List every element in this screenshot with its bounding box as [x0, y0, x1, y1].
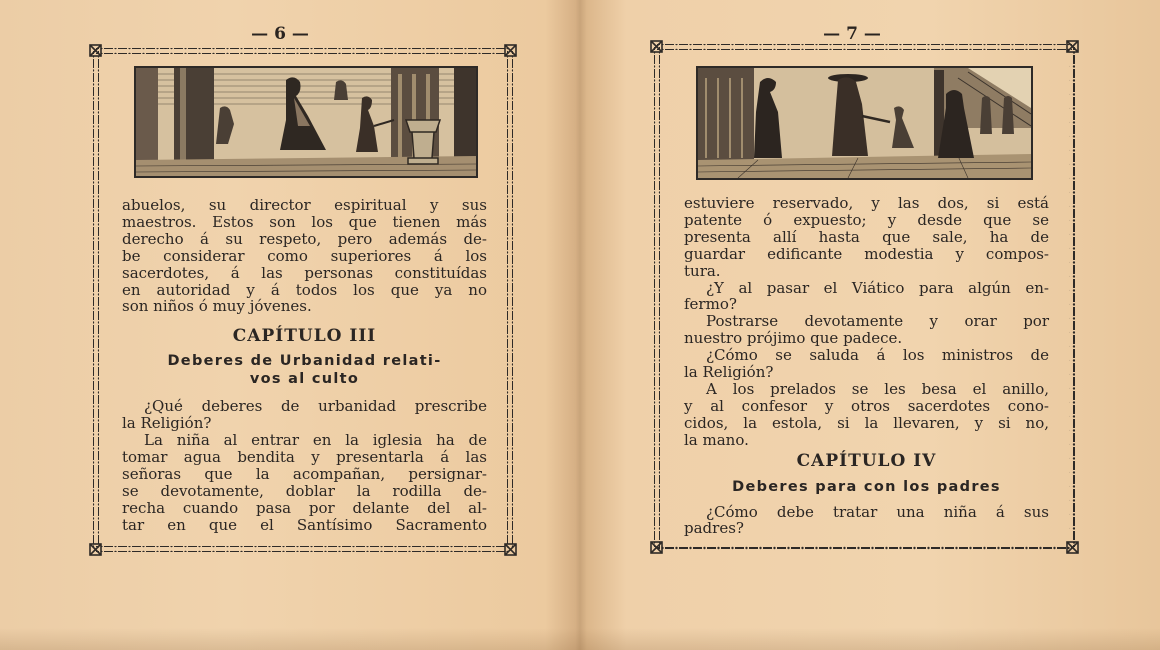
- right-page: [580, 0, 1160, 650]
- left-page-text: [122, 197, 487, 534]
- text-line: presenta allí hasta que sale, ha de: [684, 227, 1049, 246]
- text-line: cidos, la estola, si la llevaren, y si no,: [684, 413, 1049, 432]
- section-title: [122, 352, 487, 388]
- text-line: guardar edificante modestia y compos-: [684, 244, 1049, 263]
- answer: [122, 432, 487, 533]
- text-line: derecho á su respeto, pero además de-: [122, 229, 487, 248]
- question: [684, 280, 1049, 314]
- question: [122, 398, 487, 432]
- paragraph: [122, 197, 487, 315]
- text-line: tar en que el Santísimo Sacramento: [122, 515, 487, 534]
- text-line: sacerdotes, á las personas constituídas: [122, 263, 487, 282]
- question: [684, 347, 1049, 381]
- text-line: nuestro prójimo que padece.: [684, 329, 903, 348]
- church-scene-icon: [136, 68, 476, 176]
- answer: [684, 381, 1049, 449]
- text-line: Postrarse devotamente y orar por: [706, 312, 1049, 331]
- text-line: ¿Qué deberes de urbanidad prescribe: [144, 397, 487, 416]
- text-line: ¿Cómo debe tratar una niña á sus: [706, 502, 1049, 521]
- text-line: señoras que la acompañan, persignar-: [122, 464, 487, 483]
- text-line: maestros. Estos son los que tienen más: [122, 212, 487, 231]
- text-line: la Religión?: [684, 363, 774, 382]
- question: [684, 504, 1049, 538]
- text-line: estuviere reservado, y las dos, si está: [684, 194, 1049, 212]
- text-line: A los prelados se les besa el anillo,: [706, 379, 1049, 398]
- text-line: ¿Cómo se saluda á los ministros de: [706, 346, 1049, 365]
- text-line: son niños ó muy jóvenes.: [122, 297, 312, 316]
- text-line: se devotamente, doblar la rodilla de-: [122, 481, 487, 500]
- text-line: be considerar como superiores á los: [122, 246, 487, 265]
- text-line: ¿Y al pasar el Viático para algún en-: [706, 278, 1049, 297]
- text-line: tura.: [684, 261, 721, 280]
- text-line: tomar agua bendita y presentarla á las: [122, 447, 487, 466]
- engraving-church-interior: [134, 66, 478, 178]
- text-line: la mano.: [684, 430, 749, 449]
- text-line: La niña al entrar en la iglesia ha de: [144, 431, 487, 450]
- text-line: y al confesor y otros sacerdotes cono-: [684, 396, 1049, 415]
- engraving-street-scene: [696, 66, 1033, 180]
- text-line: recha cuando pasa por delante del al-: [122, 498, 487, 517]
- text-line: la Religión?: [122, 414, 212, 433]
- text-line: padres?: [684, 519, 744, 538]
- page-number: — 7 —: [823, 24, 881, 44]
- street-scene-icon: [698, 68, 1031, 178]
- text-line: en autoridad y á todos los que ya no: [122, 280, 487, 299]
- chapter-title: CAPÍTULO IV: [796, 450, 937, 471]
- section-title: Deberes para con los padres: [732, 478, 1001, 495]
- section-title-line: Deberes de Urbanidad relati-: [167, 353, 442, 370]
- page-number: — 6 —: [251, 24, 309, 44]
- paragraph: [684, 195, 1049, 280]
- chapter-title: CAPÍTULO III: [232, 326, 377, 347]
- text-line: patente ó expuesto; y desde que se: [684, 210, 1049, 229]
- text-line: abuelos, su director espiritual y sus: [122, 196, 487, 214]
- text-line: fermo?: [684, 295, 737, 314]
- section-title-line: vos al culto: [249, 371, 360, 388]
- answer: [684, 313, 1049, 347]
- right-page-text: [684, 195, 1049, 537]
